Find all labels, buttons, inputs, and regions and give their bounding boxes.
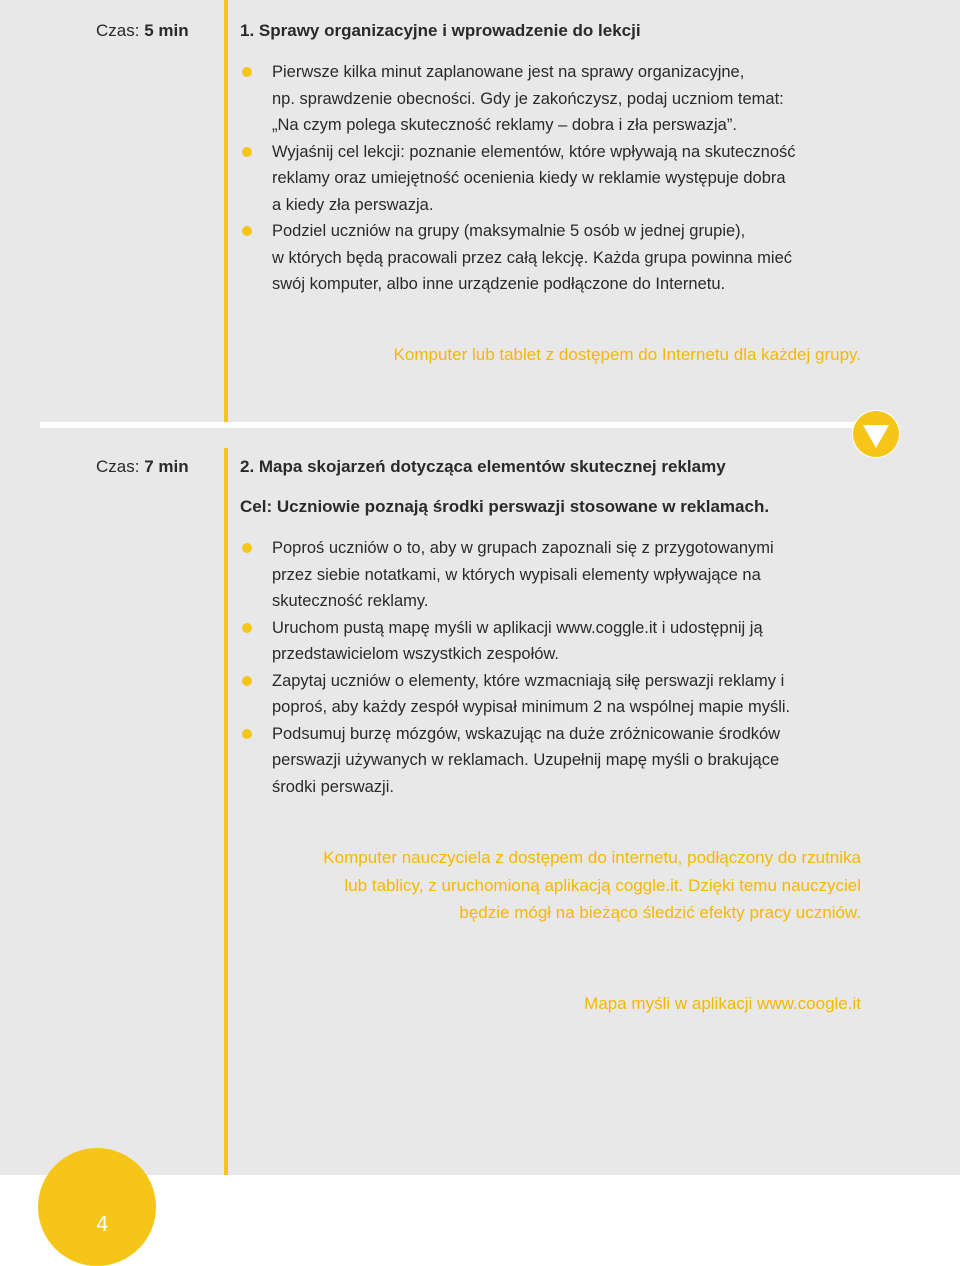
bullet-dot-icon	[242, 676, 252, 686]
timeline-divider-top	[224, 0, 228, 422]
section2-title: 2. Mapa skojarzeń dotycząca elementów skutecznej reklamy	[240, 457, 726, 476]
bullet-dot-icon	[242, 67, 252, 77]
bullet-dot-icon	[242, 623, 252, 633]
section1-title: 1. Sprawy organizacyjne i wprowadzenie do lekcji	[240, 21, 641, 40]
check-down-icon	[852, 410, 900, 458]
section2-materials-note: Komputer nauczyciela z dostępem do internetu, podłączony do rzutnika lub tablicy, z uruchomioną aplikacją coggle.it. Dzięki temu nauczyciel będzie mógł na bieżąco śledzić efekty pracy uczniów.	[323, 848, 861, 922]
section2-time: Czas: 7 min	[96, 457, 189, 476]
bullet-dot-icon	[242, 226, 252, 236]
list-item: Podsumuj burzę mózgów, wskazując na duże zróżnicowanie środków perswazji używanych w reklamach. Uzupełnij mapę myśli o brakujące środki perswazji.	[240, 721, 850, 801]
list-item: Pierwsze kilka minut zaplanowane jest na sprawy organizacyjne, np. sprawdzenie obecności. Gdy je zakończysz, podaj uczniom temat: „Na czym polega skuteczność reklamy – dobra i zła perswazja”.	[240, 59, 850, 139]
bullet-dot-icon	[242, 147, 252, 157]
section2-bullet-list	[240, 535, 850, 800]
timeline-divider-bottom	[224, 448, 228, 1175]
page-number: 4	[96, 1212, 109, 1236]
section2-mindmap-note: Mapa myśli w aplikacji www.coogle.it	[584, 994, 861, 1013]
list-item: Uruchom pustą mapę myśli w aplikacji www.coggle.it i udostępnij ją przedstawicielom wszystkich zespołów.	[240, 615, 850, 668]
bullet-dot-icon	[242, 729, 252, 739]
section1-materials-note: Komputer lub tablet z dostępem do Internetu dla każdej grupy.	[393, 345, 861, 364]
list-item: Poproś uczniów o to, aby w grupach zapoznali się z przygotowanymi przez siebie notatkami, w których wypisali elementy wpływające na skuteczność reklamy.	[240, 535, 850, 615]
section1-time: Czas: 5 min	[96, 21, 189, 40]
list-item: Podziel uczniów na grupy (maksymalnie 5 osób w jednej grupie), w których będą pracowali przez całą lekcję. Każda grupa powinna mieć swój komputer, albo inne urządzenie podłączone do Internetu.	[240, 218, 850, 298]
section-separator	[40, 422, 870, 428]
section1-bullet-list	[240, 59, 850, 298]
section2-goal: Cel: Uczniowie poznają środki perswazji stosowane w reklamach.	[240, 497, 770, 516]
list-item: Wyjaśnij cel lekcji: poznanie elementów, które wpływają na skuteczność reklamy oraz umiejętność ocenienia kiedy w reklamie występuje dobra a kiedy zła perswazja.	[240, 139, 850, 219]
page-number-badge	[38, 1148, 156, 1266]
bullet-dot-icon	[242, 543, 252, 553]
list-item: Zapytaj uczniów o elementy, które wzmacniają siłę perswazji reklamy i poproś, aby każdy zespół wypisał minimum 2 na wspólnej mapie myśli.	[240, 668, 850, 721]
